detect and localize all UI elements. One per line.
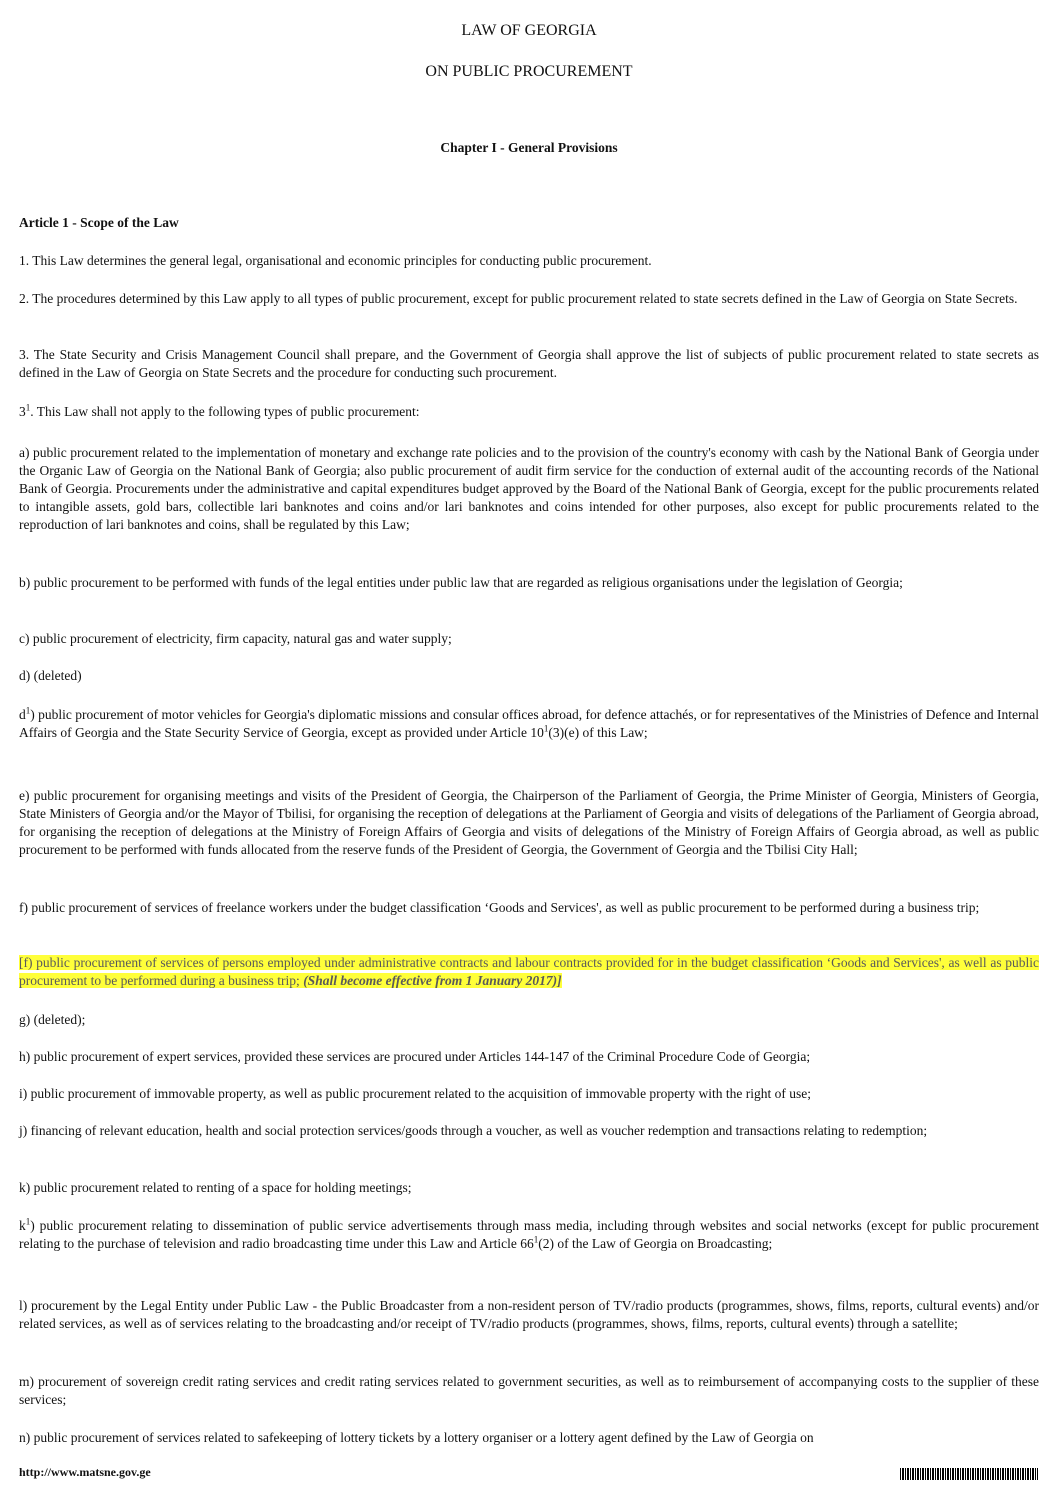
item-n: n) public procurement of services related to safekeeping of lottery tickets by a lottery organiser or a lottery agent defined by the Law of Georgia on xyxy=(19,1430,814,1445)
item-f: f) public procurement of services of freelance workers under the budget classification ‘Goods and Services', as well as public procurement to be performed during a business trip; xyxy=(19,900,980,915)
chapter-heading: Chapter I - General Provisions xyxy=(440,140,618,155)
item-h: h) public procurement of expert services, provided these services are procured under Articles 144-147 of the Criminal Procedure Code of Georgia; xyxy=(19,1049,811,1064)
item-j: j) financing of relevant education, health and social protection services/goods through a voucher, as well as voucher redemption and transactions relating to redemption; xyxy=(19,1123,928,1138)
item-k1-text-end: (2) of the Law of Georgia on Broadcasting; xyxy=(538,1236,773,1251)
item-k: k) public procurement related to renting of a space for holding meetings; xyxy=(19,1180,412,1195)
item-d1-prefix: d xyxy=(19,707,26,722)
paragraph-2: 2. The procedures determined by this Law apply to all types of public procurement, except for public procurement related to state secrets defined in the Law of Georgia on State Secrets. xyxy=(19,291,1018,306)
paragraph-3-1-number: 3 xyxy=(19,404,26,419)
superscript: 1 xyxy=(25,402,31,413)
highlighted-text xyxy=(19,955,1039,988)
paragraph-3-1 xyxy=(19,403,1039,421)
superscript: 1 xyxy=(25,705,31,716)
item-f-future-text: [f) public procurement of services of persons employed under administrative contracts and labour contracts provided for in the budget classification ‘Goods and Services', as well as public procurement to be performed during a business trip; xyxy=(19,955,1039,988)
item-a: a) public procurement related to the implementation of monetary and exchange rate policies and to the provision of the country's economy with cash by the National Bank of Georgia under the Organic Law of Georgia on the National Bank of Georgia; also public procurement of audit firm service for the conduction of external audit of the accounting records of the National Bank of Georgia. Procurements under the administrative and capital expenditures budget approved by the Board of the National Bank of Georgia, except for the public procurements related to intangible assets, gold bars, collectible lari banknotes and coins and/or lari banknotes and coins intended for other purposes, also except for public procurements related to the reproduction of lari banknotes and coins, shall be regulated by this Law; xyxy=(19,445,1039,532)
item-k1-text: ) public procurement relating to dissemination of public service advertisements through mass media, including through websites and social networks (except for public procurement relating to the purchase of television and radio broadcasting time under this Law and Article 66 xyxy=(19,1218,1039,1251)
law-subtitle: ON PUBLIC PROCUREMENT xyxy=(425,63,633,80)
item-l: l) procurement by the Legal Entity under Public Law - the Public Broadcaster from a non-resident person of TV/radio products (programmes, shows, films, reports, cultural events) and/or related services, as well as of services relating to the broadcasting and/or receipt of TV/radio products (programmes, shows, films, reports, cultural events) through a satellite; xyxy=(19,1298,1039,1331)
effective-date-note: (Shall become effective from 1 January 2017)] xyxy=(303,973,562,988)
article-heading: Article 1 - Scope of the Law xyxy=(19,215,179,230)
law-title: LAW OF GEORGIA xyxy=(461,22,597,39)
paragraph-3: 3. The State Security and Crisis Management Council shall prepare, and the Government of Georgia shall approve the list of subjects of public procurement related to state secrets as defined in the Law of Georgia on State Secrets and the procedure for conducting such procurement. xyxy=(19,347,1039,380)
superscript: 1 xyxy=(25,1216,31,1227)
superscript: 1 xyxy=(543,723,549,734)
item-k1 xyxy=(19,1217,1039,1253)
item-e: e) public procurement for organising meetings and visits of the President of Georgia, the Chairperson of the Parliament of Georgia, the Prime Minister of Georgia, Ministers of Georgia, State Ministers of Georgia and/or the Mayor of Tbilisi, for organising the reception of delegations at the Parliament of Georgia and visits of delegations of the Parliament of Georgia abroad, for organising the reception of delegations at the Ministry of Foreign Affairs of Georgia and visits of delegations of the Ministry of Foreign Affairs of Georgia abroad, as well as public procurement to be performed with funds allocated from the reserve funds of the President of Georgia, the Government of Georgia and the Tbilisi City Hall; xyxy=(19,788,1039,857)
item-d1-text: ) public procurement of motor vehicles for Georgia's diplomatic missions and consular offices abroad, for defence attachés, or for representatives of the Ministries of Defence and Internal Affairs of Georgia and the State Security Service of Georgia, except as provided under Article 10 xyxy=(19,707,1039,740)
item-d1 xyxy=(19,706,1039,742)
item-f-future-version xyxy=(19,954,1039,990)
item-b: b) public procurement to be performed with funds of the legal entities under public law that are regarded as religious organisations under the legislation of Georgia; xyxy=(19,575,903,590)
barcode xyxy=(900,1468,1038,1480)
item-i: i) public procurement of immovable property, as well as public procurement related to the acquisition of immovable property with the right of use; xyxy=(19,1086,812,1101)
paragraph-3-1-text: . This Law shall not apply to the following types of public procurement: xyxy=(30,404,420,419)
item-d: d) (deleted) xyxy=(19,668,82,683)
item-m: m) procurement of sovereign credit rating services and credit rating services related to government securities, as well as to reimbursement of accompanying costs to the supplier of these services; xyxy=(19,1374,1039,1407)
footer-url[interactable]: http://www.matsne.gov.ge xyxy=(19,1465,151,1479)
paragraph-1: 1. This Law determines the general legal, organisational and economic principles for conducting public procurement. xyxy=(19,253,652,268)
item-k1-prefix: k xyxy=(19,1218,26,1233)
item-d1-text-end: (3)(e) of this Law; xyxy=(548,725,648,740)
item-g: g) (deleted); xyxy=(19,1012,86,1027)
item-c: c) public procurement of electricity, firm capacity, natural gas and water supply; xyxy=(19,631,452,646)
superscript: 1 xyxy=(533,1234,539,1245)
